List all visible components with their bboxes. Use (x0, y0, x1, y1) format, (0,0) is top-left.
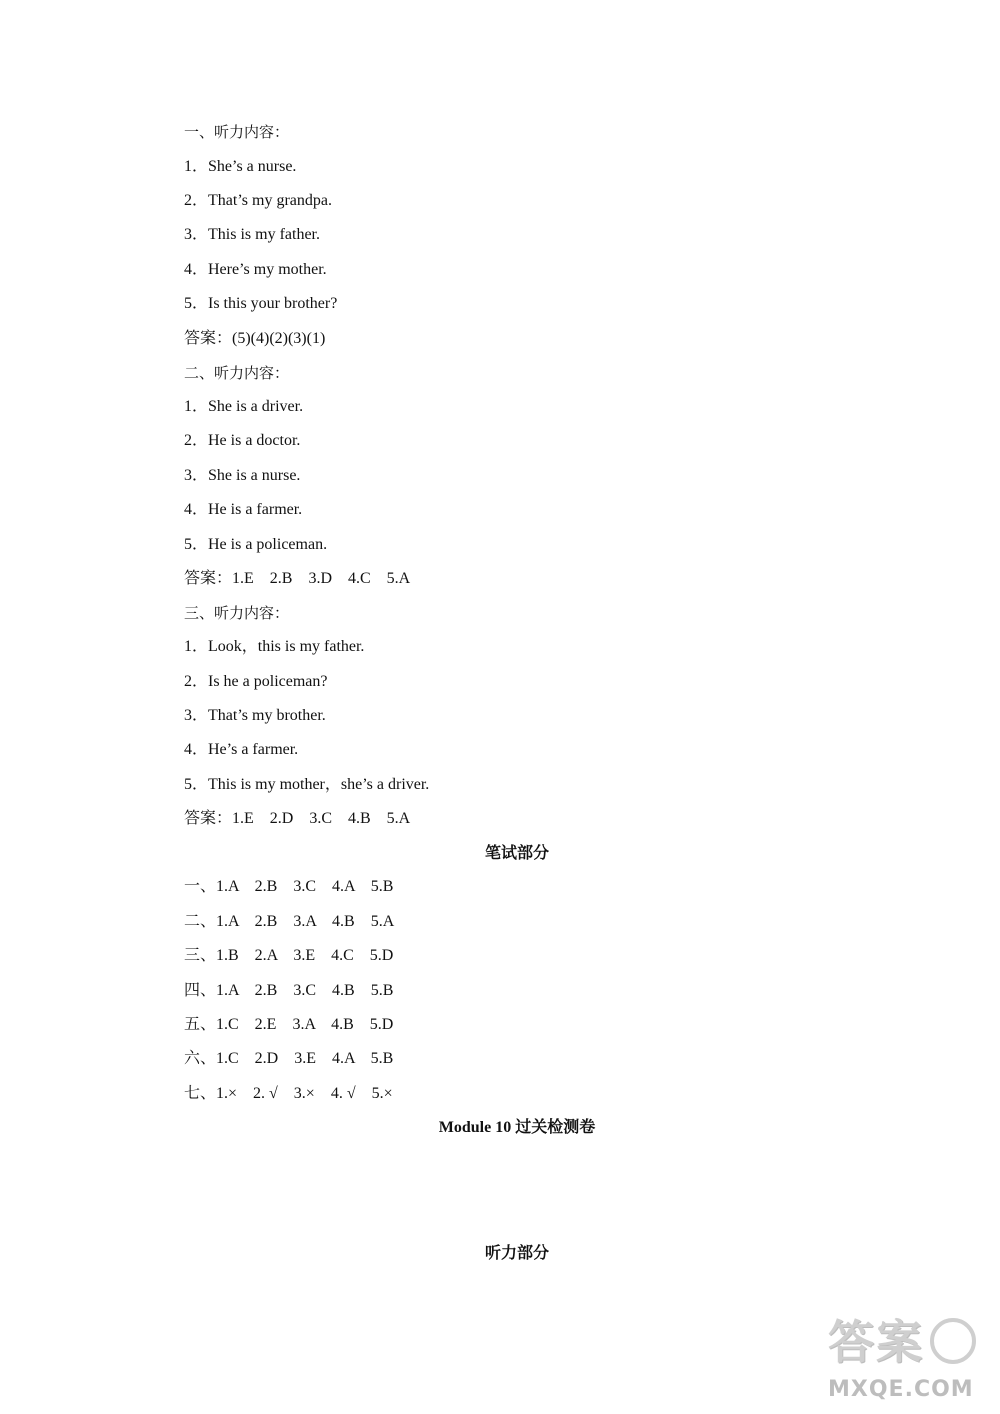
section3-answer: 答案：1.E 2.D 3.C 4.B 5.A (184, 810, 411, 827)
section2-item-2: 2．He is a doctor. (184, 432, 301, 449)
watermark-circle-icon (930, 1318, 976, 1364)
written-row-7: 七、1.× 2. √ 3.× 4. √ 5.× (184, 1085, 393, 1102)
written-row-6: 六、1.C 2.D 3.E 4.A 5.B (184, 1050, 394, 1067)
section1-item-5: 5．Is this your brother? (184, 295, 338, 312)
section2-heading: 二、听力内容： (184, 364, 290, 382)
section1-answer: 答案：(5)(4)(2)(3)(1) (184, 330, 326, 347)
section3-item-3: 3．That’s my brother. (184, 707, 326, 724)
written-row-4: 四、1.A 2.B 3.C 4.B 5.B (184, 982, 394, 999)
section3-item-2: 2．Is he a policeman? (184, 673, 328, 690)
listening-title: 听力部分 (484, 1243, 549, 1262)
section3-item-4: 4．He’s a farmer. (184, 741, 299, 758)
watermark-url: MXQE.COM (828, 1377, 974, 1402)
written-row-2: 二、1.A 2.B 3.A 4.B 5.A (184, 913, 395, 930)
section2-item-5: 5．He is a policeman. (184, 536, 328, 553)
module-title: Module 10 过关检测卷 (438, 1119, 596, 1136)
section3-item-5: 5．This is my mother，she’s a driver. (184, 776, 430, 793)
section1-item-1: 1．She’s a nurse. (184, 158, 297, 175)
watermark-logo (828, 1312, 978, 1402)
written-row-5: 五、1.C 2.E 3.A 4.B 5.D (184, 1016, 394, 1033)
section1-item-2: 2．That’s my grandpa. (184, 192, 332, 209)
written-row-3: 三、1.B 2.A 3.E 4.C 5.D (184, 947, 394, 964)
section1-item-4: 4．Here’s my mother. (184, 261, 327, 278)
section2-item-1: 1．She is a driver. (184, 398, 304, 415)
section2-answer: 答案：1.E 2.B 3.D 4.C 5.A (184, 570, 411, 587)
section2-item-4: 4．He is a farmer. (184, 501, 303, 518)
section3-item-1: 1．Look，this is my father. (184, 638, 365, 655)
written-row-1: 一、1.A 2.B 3.C 4.A 5.B (184, 878, 394, 895)
section3-heading: 三、听力内容： (184, 604, 290, 622)
watermark-top-text: 答案 (828, 1315, 924, 1369)
written-title: 笔试部分 (484, 843, 549, 862)
section1-heading: 一、听力内容： (184, 123, 290, 141)
section2-item-3: 3．She is a nurse. (184, 467, 301, 484)
section1-item-3: 3．This is my father. (184, 226, 320, 243)
